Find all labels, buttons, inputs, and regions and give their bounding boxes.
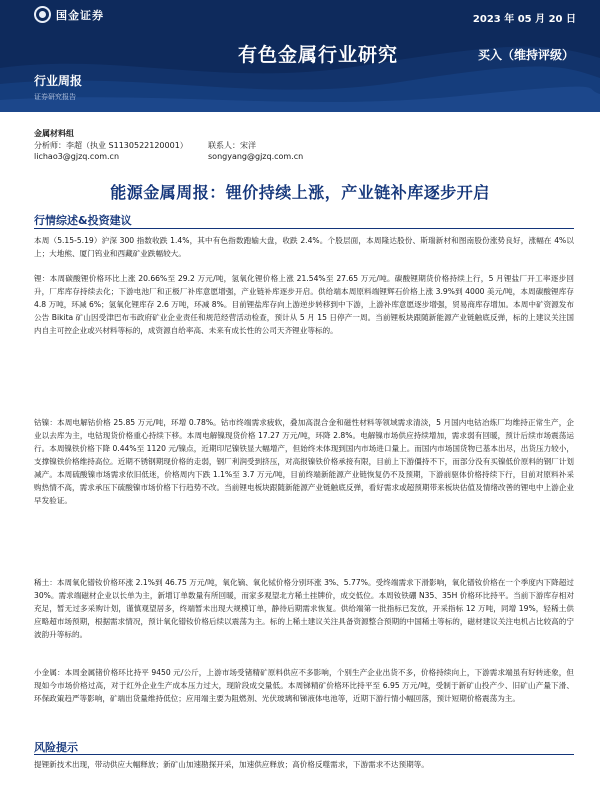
paragraph-lithium: 锂：本周碳酸锂价格环比上涨 20.66%至 29.2 万元/吨，氢氧化锂价格上涨 21.54%至 27.65 万元/吨。碳酸锂期货价格持续上行，5 月锂盐厂开工率逐步回升，厂库库存持续去化；下游电池厂和正极厂补库意愿增强，产业链补库逐步开启。供给端本周原料端锂辉石价格上涨 3.9%到 4000 美元/吨，本周碳酸锂库存 4.8 万吨，环减 6%；氢氧化锂库存 2.6 万吨，环减 8%。目前锂盐库存向上游逆步转移到中下游，上游补库意愿逐步增强，贸易商库存增加。本周中矿资源发布公告 Bikita 矿山因受津巴布韦政府矿业企业责任和规范经营活动检查，预计从 5 月 15 日停产一周。当前锂板块跟随新能源产业链触底反弹，标的上建议关注国内自主可控企业或兴材料等标的，成资源自给率高、未来有成长性的公司天齐锂业等标的。 bbox=[34, 274, 574, 335]
paragraph-minor-metals: 小金属：本周金属锗价格环比持平 9450 元/公斤，上游市场受锗精矿原料供应不多影响，个别生产企业出货不多，价格持续向上，下游需求端虽有好转迹象，但现如今市场价格过高，对于红外企业生产成本压力过大，现阶段成交量低。本周锑精矿价格环比持平至 6.95 万元/吨，受制于新矿山投产少、旧矿山产量下滑、环保政策趋严等影响，矿端出货量维持低位；应用端主要为阻燃剂、光伏玻璃和锑液体电池等，近期下游行情小幅回落，预计短期价格震荡为主。 bbox=[34, 668, 574, 703]
contact-email: songyang@gjzq.com.cn bbox=[208, 152, 304, 161]
report-date: 2023 年 05 月 20 日 bbox=[472, 14, 576, 25]
email-row bbox=[34, 151, 574, 163]
company-logo bbox=[34, 6, 104, 23]
section-title-overview: 行情综述&投资建议 bbox=[34, 214, 132, 227]
paragraph-risk: 提锂新技术出现，带动供应大幅释放；新矿山加速勘探开采，加速供应释放；高价格反噬需求，下游需求不达预期等。 bbox=[34, 760, 429, 769]
report-subtype: 证券研究报告 bbox=[34, 93, 76, 101]
report-headline: 能源金属周报：锂价持续上涨，产业链补库逐步开启 bbox=[110, 183, 490, 202]
contact-name: 联系人：宋洋 bbox=[208, 140, 256, 150]
report-title: 有色金属行业研究 bbox=[238, 44, 399, 66]
section-divider bbox=[34, 228, 574, 229]
research-group: 金属材料组 bbox=[34, 129, 74, 138]
rating-badge: 买入（维持评级） bbox=[477, 48, 574, 62]
paragraph-market: 本周（5.15-5.19）沪深 300 指数收跌 1.4%，其中有色指数跑输大盘，收跌 2.4%。个股层面，本周隆达股份、斯瑞新材和图南股份涨势良好，涨幅在 4%以上；大地熊、厦门钨业和西藏矿业跌幅较大。 bbox=[34, 236, 574, 258]
analyst-email: lichao3@gjzq.com.cn bbox=[34, 152, 120, 161]
paragraph-rare-earth: 稀土：本周氧化镨钕价格环涨 2.1%到 46.75 万元/吨，氧化镝、氧化铽价格分别环涨 3%、5.77%。受终端需求下滑影响，氧化镨钕价格在一个季度内下降超过 30%。需求端磁材企业以长单为主，新增订单数量有所回暖，而家多观望北方稀土挂牌价，成交低位。本周钕铁硼 N35、35H 价格环比持平。当前下游库存相对充足，暂无过多采购计划，谨慎观望居多，终端暂未出现大规模订单，静待后期需求恢复。供给端第一批指标已发放，开采指标 12 万吨，同增 19%，轻稀土供应略超市场预期，根据需求情况，预计氧化镨钕价格后续以震荡为主。标的上稀土建议关注具备资源整合预期的中国稀土等标的，磁材建议关注电机占比较高的宁波韵升等标的。 bbox=[34, 578, 574, 639]
analyst-name: 分析师：李超（执业 S1130522120001） bbox=[34, 140, 188, 150]
paragraph-cobalt-nickel: 钴镍：本周电解钴价格 25.85 万元/吨，环增 0.78%。钴市终端需求疲软，叠加高混合金和磁性材料等领域需求清淡，5 月国内电钴冶炼厂均维持正常生产，企业以去库为主，电钴现货价格重心持续下移。本周电解镍现货价格 17.27 万元/吨，环降 2.8%。电解镍市场供应持续增加，需求弱有回暖，预计后续市场震荡运行。本周镍铁价格下降 0.44%至 1120 元/镍点，近期印尼镍铁显大幅增产，但始终未体现到国内市场进口量上。而国内市场国货物已基本出尽，出货压力较小，支撑镍铁价格维持高位。近期不锈钢期现价格的走弱，钢厂利润受到挤压，对高报镍铁价格承接有限，目前上下游僵持不下，而部分没有买镍低价原料的钢厂计划减产。本周硫酸镍市场需求依旧低迷，价格周内下跌 1.1%至 3.7 万元/吨，目前终端新能源产业链恢复仍不及预期，下游前驱体价格持续下行，目前对原料补采购热情不高，需求承压下硫酸镍市场价格下行趋势不改。当前锂电板块跟随新能源产业链触底反弹，看好需求或超预期带来板块估值及情绪改善的锂电中上游企业早发验证。 bbox=[34, 418, 574, 505]
section-divider bbox=[34, 754, 574, 755]
author-row bbox=[34, 140, 574, 152]
report-type: 行业周报 bbox=[34, 74, 83, 88]
header-banner bbox=[0, 0, 600, 112]
author-block bbox=[34, 128, 574, 163]
logo-icon bbox=[34, 6, 51, 23]
section-title-risk: 风险提示 bbox=[34, 741, 78, 754]
company-name: 国金证券 bbox=[56, 8, 104, 22]
